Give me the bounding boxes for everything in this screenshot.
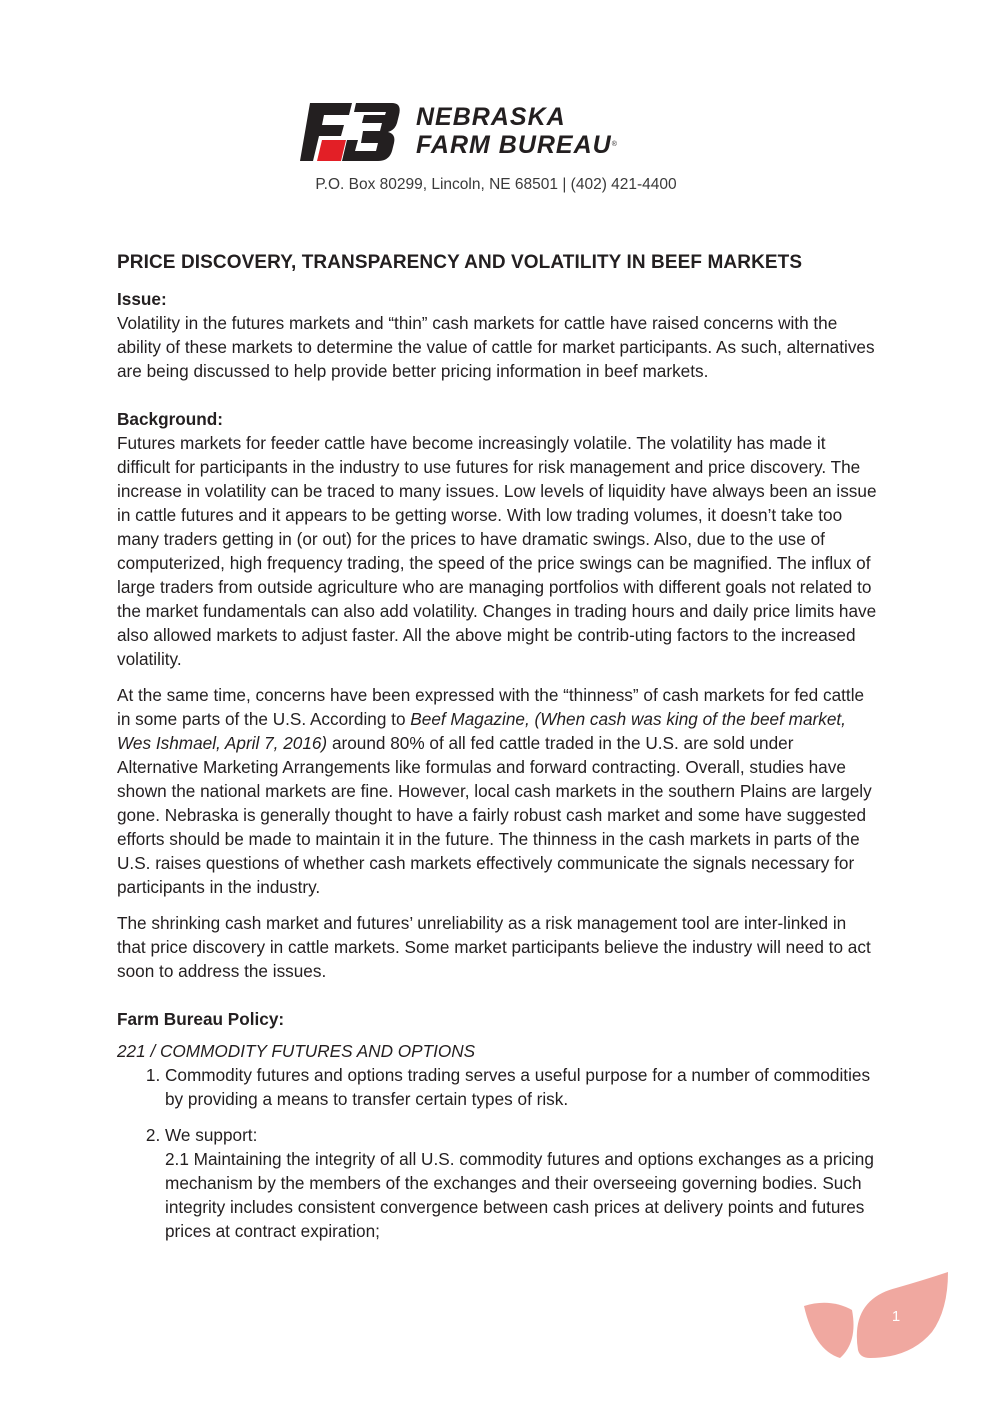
page-number: 1 — [891, 1308, 901, 1325]
policy-heading: Farm Bureau Policy: — [117, 1009, 285, 1029]
policy-item-1-text: Commodity futures and options trading serves a useful purpose for a number of commodities by providing a means to transfer certain types of risk. — [165, 1065, 871, 1109]
document-title: PRICE DISCOVERY, TRANSPARENCY AND VOLATILITY IN BEEF MARKETS — [117, 252, 803, 273]
policy-item-2-text: 2. We support: — [165, 1125, 258, 1145]
background-paragraph-3: The shrinking cash market and futures’ unreliability as a risk management tool are inter-linked in that price discovery in cattle markets. Some market participants believe the industry will need to act soon to address the issues. — [117, 913, 871, 981]
logo-line-2: FARM BUREAU — [416, 131, 612, 159]
background-paragraph-1: Futures markets for feeder cattle have become increasingly volatile. The volatility has made it difficult for participants in the industry to use futures for risk management and price discovery. The increase in volatility can be traced to many issues. Low levels of liquidity have always been an issue in cattle futures and it appears to be getting worse. With low trading volumes, it doesn’t take too many traders getting in (or out) for the prices to have dramatic swings. Also, due to the use of computerized, high frequency trading, the speed of the price swings can be magnified. The influx of large traders from outside agriculture who are managing portfolios with different goals not related to the market fundamentals can also add volatility. Changes in trading hours and daily price limits have also allowed markets to adjust faster. All the above might be contrib-uting factors to the increased volatility. — [117, 433, 877, 669]
nebraska-farm-bureau-logo — [300, 103, 700, 163]
background-paragraph-2 — [117, 683, 877, 899]
document-body — [117, 251, 877, 1243]
issue-heading: Issue: — [117, 289, 167, 309]
logo-wordmark — [416, 103, 618, 159]
background-p2-text-before: At the same time, concerns have been expressed with the “thinness” of cash markets for fed cattle in some parts of the U.S. According to — [117, 685, 865, 729]
issue-text: Volatility in the futures markets and “thin” cash markets for cattle have raised concerns with the ability of these markets to determine the value of cattle for market participants. As such, alternatives are being discussed to help provide better pricing information in beef markets. — [117, 313, 875, 381]
page-badge-leaf-icon — [800, 1270, 950, 1360]
citation: Beef Magazine, (When cash was king of the beef market, Wes Ishmael, April 7, 2016) — [117, 709, 846, 753]
background-heading: Background: — [117, 409, 223, 429]
policy-list-item-2 — [165, 1123, 877, 1243]
registered-mark: ® — [611, 141, 618, 148]
logo-line-1: NEBRASKA — [416, 103, 566, 131]
policy-subheading: 221 / COMMODITY FUTURES AND OPTIONS — [117, 1041, 476, 1061]
policy-list — [117, 1063, 877, 1243]
address-line: P.O. Box 80299, Lincoln, NE 68501 | (402) 421-4400 — [315, 176, 677, 193]
background-p2-text-after: around 80% of all fed cattle traded in the U.S. are sold under Alternative Marketing Arrangements like formulas and forward contracting. Overall, studies have shown the national markets are fine. However, local cash markets in the southern Plains are largely gone. Nebraska is generally thought to have a fairly robust cash market and some have suggested efforts should be made to maintain it in the future. The thinness in the cash markets in parts of the U.S. raises questions of whether cash markets effectively communicate the signals necessary for participants in the industry. — [117, 733, 872, 897]
farm-bureau-logo-mark-icon — [300, 103, 400, 161]
policy-item-2-sub: 2.1 Maintaining the integrity of all U.S. commodity futures and options exchanges as a pricing mechanism by the members of the exchanges and their overseeing governing bodies. Such integrity includes consistent convergence between cash prices at delivery points and futures prices at contract expiration; — [165, 1149, 874, 1241]
policy-list-item-1 — [165, 1063, 877, 1111]
